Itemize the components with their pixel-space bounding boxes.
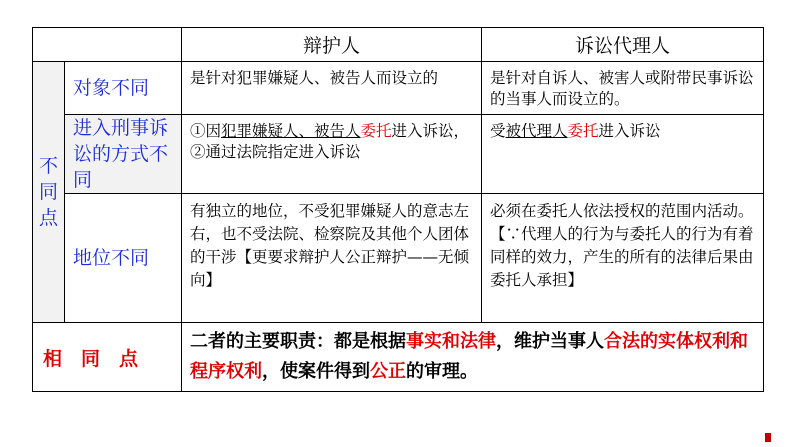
same-text — [182, 323, 764, 392]
comparison-table — [32, 27, 764, 392]
cell-object-defender: 是针对犯罪嫌疑人、被告人而设立的 — [182, 62, 482, 115]
entry-agent-underlined: 被代理人 — [505, 122, 568, 140]
side-label-text: 不同点 — [38, 155, 58, 229]
entry-agent-highlight: 委托 — [567, 122, 599, 140]
same-highlight-rights: 合法的实体权利和程序权利 — [190, 331, 748, 382]
same-mid1: ，维护当事人 — [496, 331, 604, 352]
same-highlight-facts: 事实和法律 — [406, 331, 496, 352]
header-defender: 辩护人 — [182, 28, 482, 62]
cell-entry-agent — [482, 115, 764, 194]
category-object: 对象不同 — [65, 62, 182, 115]
same-tail: 的审理。 — [406, 361, 478, 382]
entry-defender-item2: ②通过法院指定进入诉讼 — [190, 143, 361, 161]
row-status — [33, 194, 764, 323]
same-mid2: ，使案件得到 — [262, 361, 370, 382]
header-blank-cell — [33, 28, 182, 62]
entry-defender-underlined: 犯罪嫌疑人、被告人 — [221, 122, 361, 140]
cell-entry-defender — [182, 115, 482, 194]
header-row — [33, 28, 764, 62]
same-highlight-fair: 公正 — [370, 361, 406, 382]
entry-agent-suffix: 进入诉讼 — [598, 122, 661, 140]
entry-defender-prefix: ①因 — [190, 122, 222, 140]
corner-accent-mark — [765, 433, 771, 442]
row-object — [33, 62, 764, 115]
row-same — [33, 323, 764, 392]
cell-status-defender: 有独立的地位，不受犯罪嫌疑人的意志左右，也不受法院、检察院及其他个人团体的干涉【更要求辩护人公正辩护——无倾向】 — [182, 194, 482, 323]
cell-status-agent: 必须在委托人依法授权的范围内活动。【∵代理人的行为与委托人的行为有着同样的效力，产生的所有的法律后果由委托人承担】 — [482, 194, 764, 323]
cell-object-agent: 是针对自诉人、被害人或附带民事诉讼的当事人而设立的。 — [482, 62, 764, 115]
header-agent: 诉讼代理人 — [482, 28, 764, 62]
same-lead: 二者的主要职责：都是根据 — [190, 331, 406, 352]
side-label-differences — [33, 62, 65, 323]
row-entry — [33, 115, 764, 194]
entry-defender-suffix: 进入诉讼， — [391, 122, 470, 140]
same-label: 相 同 点 — [33, 323, 182, 392]
entry-agent-prefix: 受 — [490, 122, 506, 140]
entry-defender-highlight: 委托 — [360, 122, 392, 140]
category-entry: 进入刑事诉讼的方式不同 — [65, 115, 182, 194]
category-status: 地位不同 — [65, 194, 182, 323]
